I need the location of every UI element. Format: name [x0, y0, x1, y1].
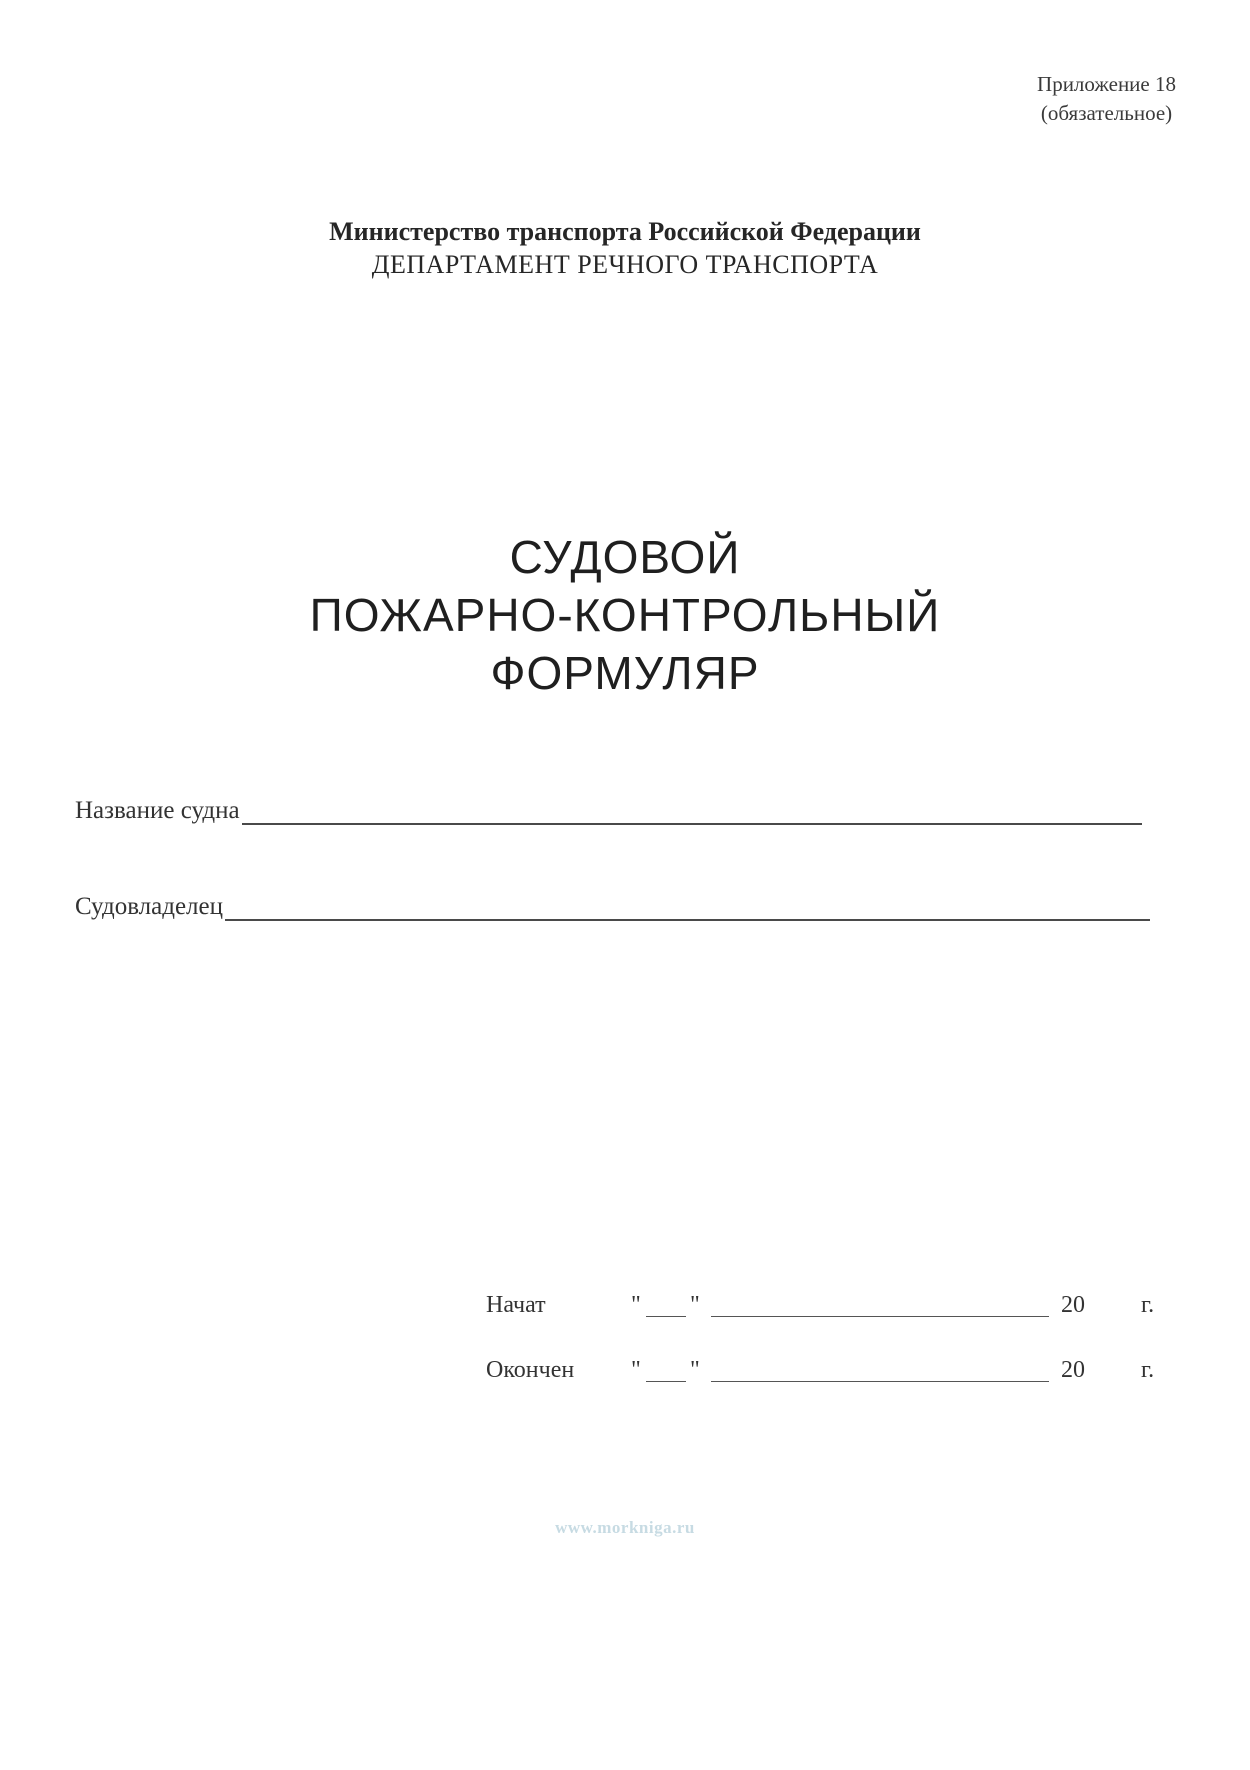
title-line-1: СУДОВОЙ — [509, 531, 741, 583]
watermark: www.morkniga.ru — [555, 1518, 695, 1537]
end-year-suffix: г. — [1141, 1357, 1155, 1383]
end-day-close-quote: " — [690, 1357, 700, 1383]
end-day-blank[interactable] — [646, 1381, 686, 1382]
ship-name-blank-line[interactable] — [242, 801, 1142, 825]
end-year-prefix: 20 — [1061, 1357, 1085, 1383]
title-line-3: ФОРМУЛЯР — [490, 647, 760, 699]
start-day-close-quote: " — [690, 1292, 700, 1318]
start-month-blank[interactable] — [711, 1316, 1049, 1317]
end-date-label: Окончен — [486, 1357, 575, 1383]
start-day-blank[interactable] — [646, 1316, 686, 1317]
department-name: ДЕПАРТАМЕНТ РЕЧНОГО ТРАНСПОРТА — [371, 250, 879, 279]
ship-name-label: Название судна — [75, 797, 240, 824]
start-year-suffix: г. — [1141, 1292, 1155, 1318]
document-title — [0, 528, 1250, 702]
issuing-authority — [0, 215, 1250, 281]
appendix-number: Приложение 18 — [1037, 72, 1176, 96]
ship-name-field — [75, 797, 1142, 825]
owner-label: Судовладелец — [75, 893, 224, 920]
start-year-prefix: 20 — [1061, 1292, 1085, 1318]
ministry-name: Министерство транспорта Российской Федерации — [329, 217, 921, 246]
start-date-label: Начат — [486, 1292, 546, 1318]
appendix-status: (обязательное) — [1040, 101, 1173, 125]
start-day-open-quote: " — [631, 1292, 641, 1318]
end-date-row — [486, 1357, 1166, 1389]
start-date-row — [486, 1292, 1166, 1324]
end-month-blank[interactable] — [711, 1381, 1049, 1382]
appendix-note — [1037, 70, 1176, 128]
title-line-2: ПОЖАРНО-КОНТРОЛЬНЫЙ — [309, 589, 941, 641]
end-day-open-quote: " — [631, 1357, 641, 1383]
owner-blank-line[interactable] — [225, 897, 1150, 921]
owner-field — [75, 893, 1150, 921]
